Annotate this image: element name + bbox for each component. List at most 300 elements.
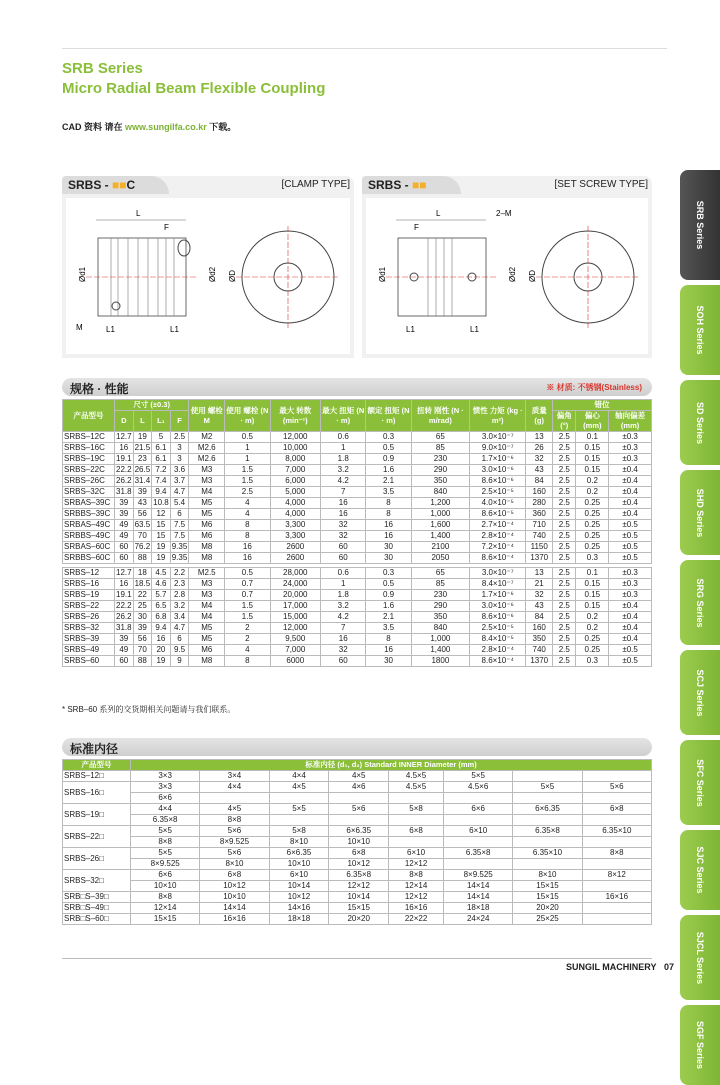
bore-cell: 6×10 — [389, 848, 444, 859]
spec-cell: 22.2 — [116, 465, 132, 474]
spec-cell: ±0.4 — [609, 476, 652, 487]
spec-cell: 0.5 — [366, 443, 411, 454]
spec-cell: 6000 — [270, 656, 321, 667]
spec-cell: 2.5 — [553, 612, 576, 623]
spec-cell: 2.5×10⁻⁵ — [470, 487, 526, 498]
th-L1: L₁ — [152, 411, 171, 432]
spec-cell: 2100 — [411, 542, 469, 553]
clamp-type-label: [CLAMP TYPE] — [281, 179, 350, 190]
spec-cell: ±0.5 — [609, 542, 652, 553]
spec-cell: 39 — [115, 498, 134, 509]
spec-cell: 60 — [321, 542, 366, 553]
spec-cell: 360 — [526, 509, 553, 520]
spec-cell: 32 — [321, 531, 366, 542]
spec-cell: 16 — [321, 498, 366, 509]
spec-cell: 2050 — [411, 553, 469, 564]
spec-cell: 710 — [526, 520, 553, 531]
clamp-code-dots: ■■ — [112, 178, 127, 192]
spec-model-cell: SRBBS–60C — [63, 553, 115, 564]
bore-cell: 4×4 — [200, 782, 269, 793]
spec-cell: 28,000 — [270, 568, 321, 579]
spec-cell: 0.15 — [576, 443, 609, 454]
spec-cell: 0.7 — [225, 590, 270, 601]
series-tab[interactable] — [680, 830, 720, 910]
bore-row — [63, 793, 652, 804]
spec-cell: 3.2 — [321, 601, 366, 612]
bore-cell: 4×5 — [329, 771, 389, 782]
top-rule — [62, 48, 667, 49]
bore-cell: 12×12 — [389, 859, 444, 870]
spec-cell: 2.1 — [366, 476, 411, 487]
spec-cell: 0.2 — [576, 487, 609, 498]
bore-cell: 4×5 — [200, 804, 269, 815]
bore-cell: 10×14 — [329, 892, 389, 903]
bore-cell: 8×9.525 — [444, 870, 513, 881]
spec-cell: 4.7 — [170, 487, 189, 498]
spec-cell: 16 — [366, 645, 411, 656]
spec-cell: 7.2×10⁻⁴ — [470, 542, 526, 553]
spec-cell: 60 — [115, 542, 134, 553]
bore-cell — [582, 793, 651, 804]
spec-cell: M8 — [189, 542, 225, 553]
spec-cell: 6,000 — [270, 476, 321, 487]
bore-cell: 8×10 — [200, 859, 269, 870]
spec-cell: 1.7×10⁻⁶ — [470, 454, 526, 465]
spec-cell: M5 — [189, 509, 225, 520]
spec-cell: 2600 — [270, 542, 321, 553]
bore-row — [63, 870, 652, 881]
spec-cell: 840 — [411, 623, 469, 634]
series-tab[interactable] — [680, 1005, 720, 1085]
spec-cell: 2.5 — [553, 634, 576, 645]
spec-cell: 0.15 — [576, 601, 609, 612]
spec-cell: 13 — [526, 568, 553, 579]
spec-cell: M4 — [189, 487, 225, 498]
spec-cell: 3,300 — [270, 531, 321, 542]
spec-cell: 2.5 — [553, 509, 576, 520]
spec-cell: M5 — [189, 498, 225, 509]
clamp-d2-label: Ød2 — [208, 266, 217, 282]
spec-cell: ±0.4 — [609, 498, 652, 509]
spec-cell: 4.2 — [321, 476, 366, 487]
bore-cell — [444, 837, 513, 848]
th-model: 产品型号 — [63, 400, 115, 432]
spec-model-cell: SRBS–22 — [63, 601, 115, 612]
bore-cell — [389, 793, 444, 804]
spec-cell: 8.6×10⁻⁵ — [470, 509, 526, 520]
spec-cell: 0.5 — [366, 579, 411, 590]
spec-cell: 740 — [526, 531, 553, 542]
spec-cell: 19.1 — [116, 454, 132, 463]
spec-cell: 3.2 — [321, 465, 366, 476]
spec-cell: 65 — [411, 432, 469, 443]
spec-cell: 39 — [133, 487, 152, 498]
spec-cell: 0.6 — [321, 432, 366, 443]
bore-cell: 5×8 — [389, 804, 444, 815]
bore-row — [63, 771, 652, 782]
spec-cell: M3 — [189, 476, 225, 487]
bore-cell: 5×5 — [131, 848, 200, 859]
series-tab[interactable] — [680, 285, 720, 375]
spec-cell: 23 — [133, 454, 152, 465]
spec-cell: M2 — [189, 432, 225, 443]
spec-cell: 16 — [225, 553, 270, 564]
series-tab[interactable] — [680, 650, 720, 735]
spec-cell: 0.25 — [576, 520, 609, 531]
spec-cell: 2.5 — [553, 542, 576, 553]
spec-model-cell: SRBS–12 — [63, 568, 115, 579]
spec-cell: 4,000 — [270, 498, 321, 509]
spec-cell: 0.5 — [225, 432, 270, 443]
spec-cell: 70 — [133, 531, 152, 542]
bore-cell: 5×5 — [444, 771, 513, 782]
spec-cell: 0.25 — [576, 542, 609, 553]
bore-cell: 5×6 — [200, 826, 269, 837]
spec-cell: 2.5 — [553, 553, 576, 564]
bore-cell: 6×10 — [444, 826, 513, 837]
spec-cell: ±0.5 — [609, 553, 652, 564]
spec-cell: 7,000 — [270, 645, 321, 656]
spec-cell: 12,000 — [270, 432, 321, 443]
spec-cell: 21 — [526, 579, 553, 590]
spec-cell: 8 — [366, 634, 411, 645]
spec-cell: M2.6 — [189, 454, 225, 465]
spec-cell: 0.3 — [576, 656, 609, 667]
spec-cell: 2.5 — [225, 487, 270, 498]
spec-cell: 15,000 — [270, 612, 321, 623]
spec-cell: 4 — [225, 645, 270, 656]
th-L: L — [133, 411, 152, 432]
spec-cell: 9.4 — [152, 623, 171, 634]
spec-cell: 160 — [526, 623, 553, 634]
spec-cell: 30 — [366, 656, 411, 667]
spec-cell: 84 — [526, 612, 553, 623]
spec-cell: ±0.4 — [609, 509, 652, 520]
bore-cell: 10×12 — [329, 859, 389, 870]
bore-cell: 8×9.525 — [131, 859, 200, 870]
bore-cell: 6×8 — [329, 848, 389, 859]
bore-row — [63, 892, 652, 903]
spec-cell: 9.35 — [171, 553, 188, 562]
spec-cell: 0.9 — [366, 590, 411, 601]
bore-row — [63, 837, 652, 848]
spec-cell: 49 — [115, 645, 134, 656]
clamp-type-panel — [62, 176, 354, 358]
bore-cell: 12×14 — [389, 881, 444, 892]
spec-cell: 0.25 — [576, 531, 609, 542]
series-tab[interactable] — [680, 470, 720, 555]
spec-cell: 3.5 — [366, 623, 411, 634]
spec-cell: 2.5 — [553, 601, 576, 612]
spec-cell: 3.0×10⁻⁷ — [470, 432, 526, 443]
series-tab[interactable] — [680, 915, 720, 1000]
spec-cell: 2.2 — [170, 568, 189, 579]
spec-row — [63, 476, 652, 487]
series-tab-label: SGF Series — [695, 1020, 705, 1070]
spec-cell: 5,000 — [270, 487, 321, 498]
series-title: SRB Series — [62, 60, 143, 77]
spec-cell: M6 — [189, 520, 225, 531]
bore-cell: 6×8 — [200, 870, 269, 881]
bore-cell: 12×14 — [131, 903, 200, 914]
spec-cell: 19.1 — [116, 590, 132, 599]
spec-cell: 5.7 — [152, 590, 171, 601]
spec-cell: 4 — [225, 509, 270, 520]
spec-model-cell: SRBS–26C — [63, 476, 115, 487]
bore-cell: 5×6 — [200, 848, 269, 859]
spec-cell: 21.5 — [134, 443, 151, 452]
spec-cell: 15 — [152, 520, 171, 531]
spec-cell: 3.4 — [170, 612, 189, 623]
bore-cell: 14×14 — [200, 903, 269, 914]
th-error: 错位 — [553, 400, 652, 411]
bore-cell — [513, 837, 582, 848]
spec-cell: 24,000 — [270, 579, 321, 590]
bore-cell: 22×22 — [389, 914, 444, 925]
bore-row — [63, 782, 652, 793]
spec-cell: 2600 — [270, 553, 321, 564]
series-tab-label: SD Series — [695, 401, 705, 444]
th-torque: 使用 螺栓 (N · m) — [225, 400, 270, 432]
bore-cell: 4.5×5 — [389, 782, 444, 793]
spec-cell: 49 — [115, 520, 134, 531]
bore-cell — [582, 815, 651, 826]
bore-cell — [513, 793, 582, 804]
spec-cell: 19 — [152, 656, 171, 667]
bore-cell — [200, 793, 269, 804]
spec-model-cell: SRBS–16C — [63, 443, 115, 454]
spec-cell: 0.25 — [576, 498, 609, 509]
bore-model-cell: SRBS–19□ — [63, 804, 131, 826]
spec-row — [63, 498, 652, 509]
bore-cell: 4.5×6 — [444, 782, 513, 793]
spec-cell: ±0.3 — [609, 579, 652, 590]
spec-cell: 0.3 — [366, 432, 411, 443]
clamp-code-suffix: C — [126, 178, 136, 192]
spec-model-cell: SRBS–19C — [63, 454, 115, 465]
spec-row — [63, 601, 652, 612]
spec-cell: 1,400 — [411, 531, 469, 542]
spec-cell: 30 — [133, 612, 152, 623]
setscrew-d1-label: Ød1 — [378, 266, 387, 282]
series-tab[interactable] — [680, 380, 720, 465]
spec-cell: 0.25 — [576, 634, 609, 645]
bore-cell — [329, 815, 389, 826]
spec-cell: 0.2 — [576, 623, 609, 634]
spec-row — [63, 531, 652, 542]
spec-cell: 2.5 — [553, 443, 576, 454]
series-tab[interactable] — [680, 740, 720, 825]
spec-cell: 19 — [152, 542, 171, 553]
spec-row — [63, 568, 652, 579]
bore-model-cell: SRB□S–49□ — [63, 903, 131, 914]
bore-cell: 6×6.35 — [513, 804, 582, 815]
bore-row — [63, 859, 652, 870]
spec-model-cell: SRBS–12C — [63, 432, 115, 443]
spec-cell: 1370 — [526, 656, 553, 667]
spec-cell: 1.5 — [225, 476, 270, 487]
bore-cell: 18×18 — [444, 903, 513, 914]
bore-cell: 10×12 — [200, 881, 269, 892]
spec-cell: 39 — [133, 623, 152, 634]
spec-cell: 16 — [366, 531, 411, 542]
spec-row — [63, 487, 652, 498]
spec-cell: 16 — [225, 542, 270, 553]
spec-cell: M5 — [189, 634, 225, 645]
bore-cell: 3×3 — [131, 771, 200, 782]
spec-cell: 6.1 — [152, 454, 171, 465]
spec-cell: 56 — [133, 634, 152, 645]
spec-cell: 2.8×10⁻⁴ — [470, 645, 526, 656]
spec-cell: 12.7 — [116, 568, 132, 577]
spec-cell: 2.5 — [170, 432, 189, 443]
bore-cell: 5×6 — [329, 804, 389, 815]
bore-table — [62, 759, 652, 925]
clamp-L1a-label: L1 — [106, 325, 115, 334]
spec-cell: 0.5 — [225, 568, 270, 579]
bore-cell: 16×16 — [200, 914, 269, 925]
bore-cell — [269, 793, 329, 804]
bore-cell: 6×6.35 — [329, 826, 389, 837]
spec-cell: 60 — [115, 553, 134, 564]
spec-cell: 2.5 — [553, 465, 576, 476]
spec-cell: 18.5 — [134, 579, 151, 588]
spec-cell: 2.5 — [553, 590, 576, 601]
bore-cell: 14×14 — [444, 881, 513, 892]
bore-cell: 6×10 — [269, 870, 329, 881]
spec-row — [63, 645, 652, 656]
th-bore-std: 标准内径 (d₁, d₂) Standard INNER Diameter (mm) — [131, 760, 652, 771]
spec-cell: 26 — [526, 443, 553, 454]
spec-cell: 9.5 — [170, 645, 189, 656]
spec-cell: 16 — [152, 634, 171, 645]
spec-cell: 8 — [366, 509, 411, 520]
setscrew-type-label: [SET SCREW TYPE] — [554, 179, 648, 190]
spec-cell: 8.4×10⁻⁵ — [470, 634, 526, 645]
setscrew-d2-label: Ød2 — [508, 266, 517, 282]
spec-cell: ±0.5 — [609, 656, 652, 667]
bore-cell: 6.35×10 — [582, 826, 651, 837]
bore-body — [63, 771, 652, 925]
spec-cell: 22 — [133, 590, 152, 601]
th-ecc: 偏心 (mm) — [576, 411, 609, 432]
spec-heading-text: 规格 · 性能 — [70, 382, 129, 396]
bore-cell: 6×6 — [131, 793, 200, 804]
spec-cell: 1800 — [411, 656, 469, 667]
bore-cell: 4×5 — [269, 782, 329, 793]
spec-cell: 20,000 — [270, 590, 321, 601]
th-ang: 偏角 (°) — [553, 411, 576, 432]
bore-cell: 14×14 — [444, 892, 513, 903]
spec-model-cell: SRBS–49 — [63, 645, 115, 656]
bore-cell: 8×8 — [582, 848, 651, 859]
spec-cell: M5 — [189, 623, 225, 634]
spec-cell: 6.1 — [152, 443, 171, 454]
spec-cell: 7 — [321, 623, 366, 634]
setscrew-M-label: 2–M — [496, 209, 512, 218]
spec-cell: 290 — [411, 601, 469, 612]
bore-cell: 8×12 — [582, 870, 651, 881]
bore-cell: 8×8 — [131, 837, 200, 848]
spec-cell: 39 — [115, 509, 134, 520]
cad-link[interactable]: www.sungilfa.co.kr — [125, 122, 207, 132]
spec-cell: 13 — [526, 432, 553, 443]
setscrew-L1b-label: L1 — [470, 325, 479, 334]
spec-cell: M8 — [189, 553, 225, 564]
spec-cell: 16 — [366, 520, 411, 531]
bore-cell: 24×24 — [444, 914, 513, 925]
clamp-d1-label: Ød1 — [78, 266, 87, 282]
bore-cell: 25×25 — [513, 914, 582, 925]
setscrew-code-tab — [362, 176, 461, 194]
spec-cell: 31.4 — [134, 476, 151, 485]
spec-cell: 8 — [366, 498, 411, 509]
spec-cell: 0.7 — [225, 579, 270, 590]
spec-cell: M6 — [189, 645, 225, 656]
spec-cell: 88 — [133, 656, 152, 667]
series-tab[interactable] — [680, 560, 720, 645]
spec-cell: 5 — [152, 432, 171, 443]
spec-cell: 0.2 — [576, 612, 609, 623]
bore-row — [63, 826, 652, 837]
bore-cell: 16×16 — [582, 892, 651, 903]
spec-cell: M3 — [189, 465, 225, 476]
spec-row — [63, 509, 652, 520]
spec-cell: 8.6×10⁻⁶ — [470, 476, 526, 487]
spec-cell: ±0.3 — [609, 568, 652, 579]
bore-cell: 15×15 — [513, 881, 582, 892]
spec-row — [63, 465, 652, 476]
spec-cell: 2 — [225, 623, 270, 634]
bore-cell: 6.35×10 — [513, 848, 582, 859]
spec-cell: 0.25 — [576, 645, 609, 656]
spec-cell: 0.1 — [576, 568, 609, 579]
bore-cell: 20×20 — [513, 903, 582, 914]
spec-cell: 43 — [133, 498, 152, 509]
spec-cell: 8.6×10⁻⁴ — [470, 553, 526, 564]
spec-cell: 2.5 — [553, 520, 576, 531]
series-tab[interactable] — [680, 170, 720, 280]
spec-cell: 1.5 — [225, 465, 270, 476]
series-tab-label: SRB Series — [695, 200, 705, 250]
spec-row — [63, 623, 652, 634]
setscrew-code-dots: ■■ — [412, 178, 427, 192]
spec-cell: 12 — [152, 509, 171, 520]
spec-cell: 1 — [225, 443, 270, 454]
spec-cell: 19 — [152, 553, 171, 564]
bore-cell: 5×8 — [269, 826, 329, 837]
clamp-drawing — [66, 198, 350, 354]
bore-cell — [582, 903, 651, 914]
spec-cell: 10.8 — [153, 498, 169, 507]
bore-cell: 12×12 — [389, 892, 444, 903]
spec-cell: 8.4×10⁻⁷ — [470, 579, 526, 590]
spec-cell: 2.8 — [170, 590, 189, 601]
series-tab-label: SCJ Series — [695, 668, 705, 717]
spec-row — [63, 590, 652, 601]
spec-row — [63, 542, 652, 553]
bore-row — [63, 815, 652, 826]
bore-cell — [513, 771, 582, 782]
bore-cell: 3×3 — [131, 782, 200, 793]
spec-cell: M8 — [189, 656, 225, 667]
spec-cell: 350 — [411, 612, 469, 623]
product-title: Micro Radial Beam Flexible Coupling — [62, 80, 326, 97]
bore-model-cell: SRBS–32□ — [63, 870, 131, 892]
spec-cell: 2.5 — [553, 645, 576, 656]
bore-cell: 15×15 — [329, 903, 389, 914]
setscrew-drawing-svg — [366, 198, 648, 354]
